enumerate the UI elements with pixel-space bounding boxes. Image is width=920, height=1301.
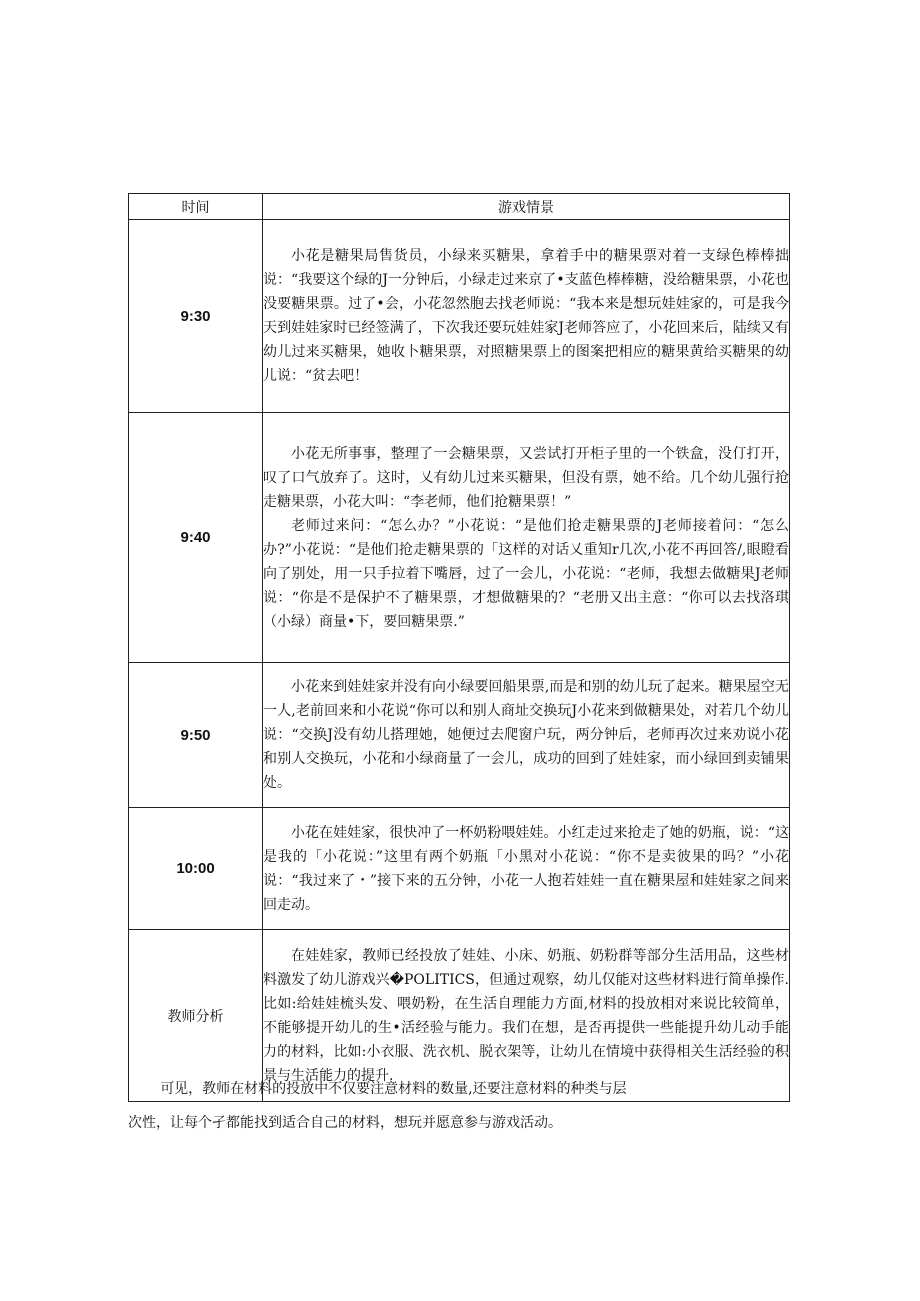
row-scene: [263, 220, 790, 413]
header-scene: 游戏情景: [263, 194, 790, 220]
row-time: 教师分析: [129, 930, 263, 1102]
table-row: [129, 930, 790, 1102]
scene-paragraph: 老师过来问：“怎么办？”小花说：“是他们抢走糖果票的J老师接着问：“怎么办?”小花说：“是他们抢走糖果票的「这样的对话乂重知r几次,小花不再回答/,眼瞪看向了别处，用一只手拉着下嘴唇，过了一会儿，小花说：“老师，我想去做糖果J老师说：“你是不是保护不了糖果票，才想做糖果的？“老册又出主意：“你可以去找洛琪（小绿）商量•下，要回糖果票.”: [263, 517, 789, 630]
conclusion-line-1: 可见，教师在材料的投放中不仅要注意材料的数量,还要注意材料的种类与层: [160, 1081, 627, 1097]
conclusion-line-2: 次性，让每个孑都能找到适合自己的材料，想玩并愿意参与游戏活动。: [128, 1115, 562, 1131]
header-time: 时间: [129, 194, 263, 220]
row-time: 9:40: [129, 413, 263, 663]
table-row: [129, 413, 790, 663]
scene-paragraph: 小花来到娃娃家并没有向小绿要回船果票,而是和别的幼儿玩了起来。糖果屋空无一人,老前回来和小花说“你可以和别人商址交换玩J小花来到做糖果处，对若几个幼儿说：“交换J没有幼儿搭理她，她便过去爬窗户玩，两分钟后，老师再次过来劝说小花和别人交换玩，小花和小绿商量了一会儿，成功的回到了娃娃家，而小绿回到卖铺果处。: [263, 679, 789, 791]
row-scene: [263, 413, 790, 663]
row-time: 10:00: [129, 808, 263, 930]
scene-paragraph: 小花是糖果局售货员，小绿来买糖果，拿着手中的糖果票对着一支绿色棒棒拙说：“我要这个绿的J一分钟后，小绿走过来京了•支蓝色棒棒糖，没给糖果票，小花也没要糖果票。过了•会，小花忽然胞去找老师说：“我本来是想玩娃娃家的，可是我今天到娃娃家时已经签满了，下次我还要玩娃娃家J老师答应了，小花回来后，陆续又有幼儿过来买糖果，她收卜糖果票，对照糖果票上的图案把相应的糖果黄给买糖果的幼儿说：“贫去吧！: [263, 248, 789, 384]
table-header-row: [129, 194, 790, 220]
row-time: 9:30: [129, 220, 263, 413]
row-scene: [263, 808, 790, 930]
row-time: 9:50: [129, 663, 263, 808]
scene-paragraph: 小花在娃娃家，很快冲了一杯奶粉喂娃娃。小红走过来抢走了她的奶瓶，说：“这是我的「小花说：”这里有两个奶瓶「小黑对小花说：“你不是卖彼果的吗？”小花说：“我过来了・”接下来的五分钟，小花一人抱若娃娃一直在糖果屋和娃娃家之间来回走动。: [263, 824, 789, 913]
table-row: [129, 663, 790, 808]
row-scene: [263, 930, 790, 1102]
observation-table: [128, 193, 790, 1102]
table-row: [129, 220, 790, 413]
scene-paragraph: 小花无所事事，整理了一会糖果票，又尝试打开柜子里的一个铁盒，没仃打开，叹了口气放弃了。这时，乂有幼儿过来买糖果，但没有票，她不给。几个幼儿强行抢走糖果票，小花大叫：“李老师，他们抢糖果票！”: [263, 445, 789, 510]
row-scene: [263, 663, 790, 808]
table-row: [129, 808, 790, 930]
scene-paragraph: 在娃娃家，教师已经投放了娃娃、小床、奶瓶、奶粉群等部分生活用品，这些材料激发了幼儿游戏兴�POLITICS，但通过观察，幼儿仅能对这些材料进行简单操作.比如:给娃娃梳头发、喂奶粉，在生活自理能力方面,材料的投放相对来说比较简单，不能够提开幼儿的生•活经验与能力。我们在想，是否再提供一些能提升幼儿动手能力的材料，比如:小衣服、洗衣机、脱衣架等，让幼儿在情境中获得相关生活经验的积景与生活能力的提升.: [263, 947, 789, 1084]
